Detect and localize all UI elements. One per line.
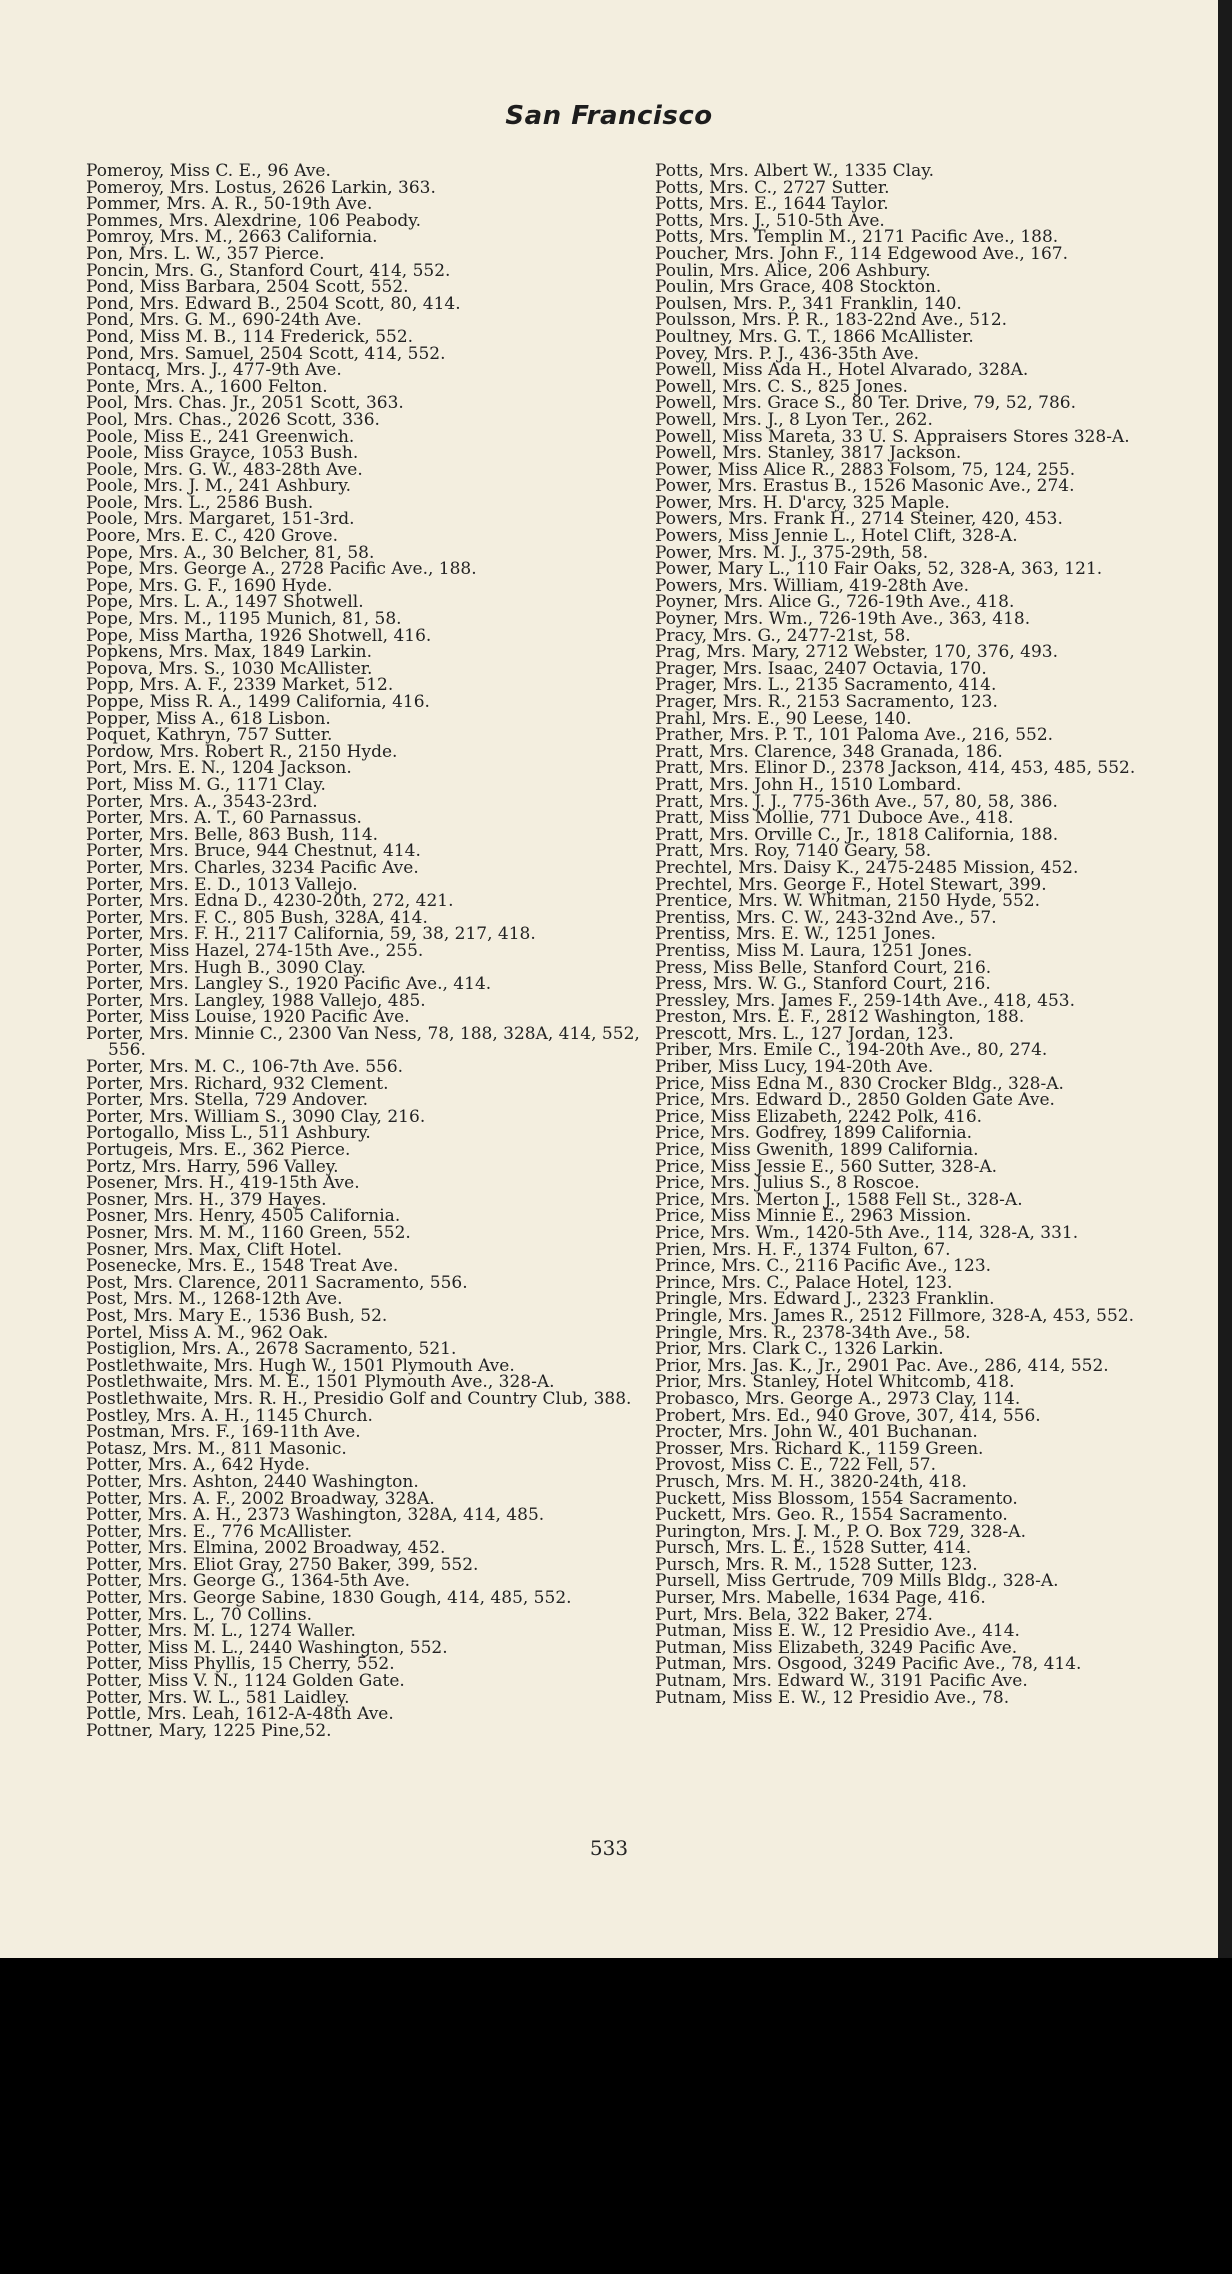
directory-entry: Pordow, Mrs. Robert R., 2150 Hyde. (86, 741, 398, 762)
directory-entry: Probasco, Mrs. George A., 2973 Clay, 114. (655, 1388, 1021, 1409)
directory-entry: Portel, Miss A. M., 962 Oak. (86, 1322, 329, 1343)
directory-entry: Putman, Mrs. Osgood, 3249 Pacific Ave., 78, 414. (655, 1654, 1082, 1675)
directory-entry: Potter, Mrs. W. L., 581 Laidley. (86, 1687, 350, 1708)
directory-entry: Price, Mrs. Godfrey, 1899 California. (655, 1123, 973, 1144)
left-column (86, 163, 646, 1739)
directory-entry: Putman, Miss E. W., 12 Presidio Ave., 414. (655, 1621, 1020, 1642)
directory-entry: Price, Mrs. Julius S., 8 Roscoe. (655, 1173, 920, 1194)
directory-entry: Powers, Mrs. Frank H., 2714 Steiner, 420, 453. (655, 509, 1063, 530)
directory-entry: Putman, Miss Elizabeth, 3249 Pacific Ave. (655, 1637, 1018, 1658)
directory-entry: Posner, Mrs. M. M., 1160 Green, 552. (86, 1223, 411, 1243)
directory-entry: Pottle, Mrs. Leah, 1612-A-48th Ave. (86, 1704, 394, 1725)
directory-entry: Porter, Mrs. Bruce, 944 Chestnut, 414. (86, 841, 421, 862)
directory-entry: Poole, Mrs. J. M., 241 Ashbury. (86, 476, 352, 497)
directory-entry: Pontacq, Mrs. J., 477-9th Ave. (86, 360, 342, 381)
directory-entry: Pope, Mrs. A., 30 Belcher, 81, 58. (86, 542, 375, 563)
directory-entry: Prag, Mrs. Mary, 2712 Webster, 170, 376, 493. (655, 642, 1059, 663)
directory-entry: Prusch, Mrs. M. H., 3820-24th, 418. (655, 1471, 967, 1492)
directory-entry: Prager, Mrs. R., 2153 Sacramento, 123. (655, 692, 998, 712)
directory-entry: Pon, Mrs. L. W., 357 Pierce. (86, 243, 325, 264)
directory-entry: Post, Mrs. M., 1268-12th Ave. (86, 1289, 343, 1310)
directory-entry: Potter, Mrs. Eliot Gray, 2750 Baker, 399, 552. (86, 1554, 479, 1575)
directory-entry: Provost, Miss C. E., 722 Fell, 57. (655, 1455, 937, 1476)
directory-entry: Pressley, Mrs. James F., 259-14th Ave., 418, 453. (655, 990, 1075, 1011)
directory-entry: Prince, Mrs. C., Palace Hotel, 123. (655, 1272, 953, 1293)
directory-entry: Poyner, Mrs. Wm., 726-19th Ave., 363, 418. (655, 609, 1031, 630)
directory-entry: Pratt, Mrs. Clarence, 348 Granada, 186. (655, 741, 1003, 762)
directory-entry: Porter, Mrs. A., 3543-23rd. (86, 791, 318, 812)
directory-entry: Pratt, Mrs. John H., 1510 Lombard. (655, 774, 962, 795)
directory-entry: Poulin, Mrs Grace, 408 Stockton. (655, 277, 942, 298)
directory-entry: Pomeroy, Miss C. E., 96 Ave. (86, 161, 331, 181)
directory-entry: Pool, Mrs. Chas. Jr., 2051 Scott, 363. (86, 393, 404, 414)
directory-entry: Poncin, Mrs. G., Stanford Court, 414, 552. (86, 260, 451, 281)
directory-entry: Pringle, Mrs. Edward J., 2323 Franklin. (655, 1289, 995, 1310)
directory-entry: Prien, Mrs. H. F., 1374 Fulton, 67. (655, 1239, 951, 1260)
directory-entry: Potter, Miss Phyllis, 15 Cherry, 552. (86, 1654, 395, 1675)
directory-entry: Purser, Mrs. Mabelle, 1634 Page, 416. (655, 1588, 986, 1609)
directory-entry: Price, Miss Edna M., 830 Crocker Bldg., 328-A. (655, 1073, 1064, 1094)
directory-entry: Pursch, Mrs. R. M., 1528 Sutter, 123. (655, 1554, 978, 1575)
directory-entry: Potter, Mrs. A., 642 Hyde. (86, 1455, 310, 1476)
directory-entry: Portz, Mrs. Harry, 596 Valley. (86, 1156, 339, 1177)
directory-entry: Potts, Mrs. J., 510-5th Ave. (655, 210, 885, 231)
directory-entry: Poulsson, Mrs. P. R., 183-22nd Ave., 512. (655, 310, 1008, 331)
directory-entry: Prahl, Mrs. E., 90 Leese, 140. (655, 708, 912, 729)
directory-entry: Postlethwaite, Mrs. Hugh W., 1501 Plymouth Ave. (86, 1355, 515, 1376)
directory-entry: Ponte, Mrs. A., 1600 Felton. (86, 376, 328, 397)
directory-entry: Price, Mrs. Wm., 1420-5th Ave., 114, 328-A, 331. (655, 1223, 1079, 1243)
directory-entry: Porter, Mrs. William S., 3090 Clay, 216. (86, 1106, 426, 1127)
directory-entry: Portogallo, Miss L., 511 Ashbury. (86, 1123, 371, 1144)
directory-entry: Pringle, Mrs. James R., 2512 Fillmore, 328-A, 453, 552. (655, 1305, 1134, 1326)
page-number: 533 (589, 1836, 629, 1860)
directory-entry: Popova, Mrs. S., 1030 McAllister. (86, 658, 373, 679)
right-column (655, 163, 1190, 1706)
directory-entry: Pond, Mrs. Edward B., 2504 Scott, 80, 414. (86, 293, 461, 314)
directory-entry: Porter, Mrs. Stella, 729 Andover. (86, 1090, 369, 1111)
directory-entry: Poore, Mrs. E. C., 420 Grove. (86, 526, 338, 547)
directory-entry: Poyner, Mrs. Alice G., 726-19th Ave., 418. (655, 592, 1015, 613)
directory-entry: Potts, Mrs. Albert W., 1335 Clay. (655, 161, 934, 181)
directory-entry: Prager, Mrs. L., 2135 Sacramento, 414. (655, 675, 997, 696)
directory-entry: Poultney, Mrs. G. T., 1866 McAllister. (655, 326, 974, 347)
directory-entry: Putnam, Miss E. W., 12 Presidio Ave., 78. (655, 1687, 1010, 1708)
directory-entry: Potts, Mrs. E., 1644 Taylor. (655, 194, 889, 215)
directory-entry: Prescott, Mrs. L., 127 Jordan, 123. (655, 1023, 954, 1044)
directory-entry: Putnam, Mrs. Edward W., 3191 Pacific Ave. (655, 1671, 1028, 1692)
directory-entry: Potter, Mrs. L., 70 Collins. (86, 1604, 313, 1625)
directory-entry: Prosser, Mrs. Richard K., 1159 Green. (655, 1438, 984, 1459)
directory-entry: Potter, Mrs. M. L., 1274 Waller. (86, 1621, 356, 1642)
directory-entry: Postiglion, Mrs. A., 2678 Sacramento, 521. (86, 1339, 457, 1360)
directory-entry: Pope, Mrs. George A., 2728 Pacific Ave., 188. (86, 559, 477, 580)
directory-entry: Porter, Mrs. Langley S., 1920 Pacific Ave., 414. (86, 974, 492, 995)
directory-entry: Posener, Mrs. H., 419-15th Ave. (86, 1173, 360, 1194)
directory-entry: Pope, Miss Martha, 1926 Shotwell, 416. (86, 625, 432, 646)
directory-entry: Port, Mrs. E. N., 1204 Jackson. (86, 758, 352, 779)
directory-entry: Puckett, Mrs. Geo. R., 1554 Sacramento. (655, 1505, 1008, 1526)
directory-entry: Pratt, Mrs. Roy, 7140 Geary, 58. (655, 841, 932, 862)
directory-entry: Price, Miss Minnie E., 2963 Mission. (655, 1206, 972, 1227)
directory-entry: Pratt, Mrs. Elinor D., 2378 Jackson, 414, 453, 485, 552. (655, 758, 1136, 779)
directory-entry: Porter, Mrs. F. H., 2117 California, 59, 38, 217, 418. (86, 924, 536, 945)
directory-entry: Poole, Miss E., 241 Greenwich. (86, 426, 355, 447)
directory-entry: Potts, Mrs. Templin M., 2171 Pacific Ave., 188. (655, 227, 1059, 248)
directory-entry: Postman, Mrs. F., 169-11th Ave. (86, 1422, 361, 1443)
directory-entry: Power, Mrs. H. D'arcy, 325 Maple. (655, 492, 950, 513)
directory-entry: Posner, Mrs. Henry, 4505 California. (86, 1206, 401, 1227)
directory-entry: Powers, Miss Jennie L., Hotel Clift, 328-A. (655, 526, 1018, 547)
directory-entry: Priber, Mrs. Emile C., 194-20th Ave., 80, 274. (655, 1040, 1048, 1061)
directory-entry: Potter, Mrs. A. F., 2002 Broadway, 328A. (86, 1488, 435, 1509)
directory-entry: Poole, Mrs. G. W., 483-28th Ave. (86, 459, 363, 480)
directory-entry: Post, Mrs. Clarence, 2011 Sacramento, 556. (86, 1272, 468, 1293)
directory-entry: Pomeroy, Mrs. Lostus, 2626 Larkin, 363. (86, 177, 436, 198)
directory-entry: Pond, Mrs. Samuel, 2504 Scott, 414, 552. (86, 343, 446, 364)
directory-entry: Power, Mrs. M. J., 375-29th, 58. (655, 542, 929, 563)
directory-entry: Powell, Mrs. J., 8 Lyon Ter., 262. (655, 409, 933, 430)
directory-entry: Pratt, Mrs. Orville C., Jr., 1818 California, 188. (655, 824, 1059, 845)
directory-entry: Prather, Mrs. P. T., 101 Paloma Ave., 216, 552. (655, 725, 1054, 746)
directory-entry: Poole, Mrs. Margaret, 151-3rd. (86, 509, 355, 530)
directory-entry: Potts, Mrs. C., 2727 Sutter. (655, 177, 890, 198)
directory-entry: Powell, Mrs. Grace S., 80 Ter. Drive, 79, 52, 786. (655, 393, 1076, 414)
directory-entry: Potter, Miss V. N., 1124 Golden Gate. (86, 1671, 405, 1692)
directory-entry: Porter, Mrs. Belle, 863 Bush, 114. (86, 824, 379, 845)
directory-entry: Porter, Mrs. F. C., 805 Bush, 328A, 414. (86, 907, 428, 928)
directory-entry: Potter, Mrs. E., 776 McAllister. (86, 1521, 353, 1542)
directory-entry: Porter, Mrs. A. T., 60 Parnassus. (86, 808, 362, 829)
directory-entry: Price, Miss Elizabeth, 2242 Polk, 416. (655, 1106, 983, 1127)
directory-entry: Pool, Mrs. Chas., 2026 Scott, 336. (86, 409, 380, 430)
directory-entry: Potter, Mrs. A. H., 2373 Washington, 328A, 414, 485. (86, 1505, 545, 1526)
directory-entry: Press, Mrs. W. G., Stanford Court, 216. (655, 974, 991, 995)
directory-entry: Price, Miss Jessie E., 560 Sutter, 328-A. (655, 1156, 998, 1177)
directory-entry: Puckett, Miss Blossom, 1554 Sacramento. (655, 1488, 1018, 1509)
directory-entry: Pringle, Mrs. R., 2378-34th Ave., 58. (655, 1322, 971, 1343)
directory-entry: Procter, Mrs. John W., 401 Buchanan. (655, 1422, 978, 1443)
directory-entry: Powers, Mrs. William, 419-28th Ave. (655, 575, 969, 596)
directory-entry: Pope, Mrs. M., 1195 Munich, 81, 58. (86, 609, 402, 630)
directory-entry: Port, Miss M. G., 1171 Clay. (86, 774, 326, 795)
directory-entry: Postley, Mrs. A. H., 1145 Church. (86, 1405, 373, 1426)
directory-entry: Pommes, Mrs. Alexdrine, 106 Peabody. (86, 210, 421, 231)
directory-entry: Potter, Mrs. George Sabine, 1830 Gough, 414, 485, 552. (86, 1588, 572, 1609)
directory-entry: Pommer, Mrs. A. R., 50-19th Ave. (86, 194, 373, 215)
directory-entry: Power, Miss Alice R., 2883 Folsom, 75, 124, 255. (655, 459, 1076, 480)
directory-entry: Porter, Miss Hazel, 274-15th Ave., 255. (86, 940, 424, 961)
directory-entry: Popkens, Mrs. Max, 1849 Larkin. (86, 642, 373, 663)
directory-entry: Povey, Mrs. P. J., 436-35th Ave. (655, 343, 920, 364)
directory-entry: Porter, Mrs. E. D., 1013 Vallejo. (86, 874, 358, 895)
directory-entry: Porter, Miss Louise, 1920 Pacific Ave. (86, 1007, 410, 1028)
directory-entry: Prager, Mrs. Isaac, 2407 Octavia, 170. (655, 658, 987, 679)
directory-entry: Purington, Mrs. J. M., P. O. Box 729, 328-A. (655, 1521, 1026, 1542)
directory-entry: Powell, Mrs. Stanley, 3817 Jackson. (655, 443, 962, 464)
directory-entry: Portugeis, Mrs. E., 362 Pierce. (86, 1140, 351, 1161)
directory-entry: Price, Miss Gwenith, 1899 California. (655, 1140, 979, 1161)
directory-entry: Powell, Miss Mareta, 33 U. S. Appraisers Stores 328-A. (655, 426, 1130, 447)
directory-entry: Porter, Mrs. Minnie C., 2300 Van Ness, 78, 188, 328A, 414, 552, 556. (86, 1023, 640, 1061)
directory-entry: Powell, Miss Ada H., Hotel Alvarado, 328A. (655, 360, 1029, 381)
directory-entry: Pursch, Mrs. L. E., 1528 Sutter, 414. (655, 1538, 972, 1559)
directory-entry: Pratt, Miss Mollie, 771 Duboce Ave., 418. (655, 808, 1014, 829)
directory-entry: Press, Miss Belle, Stanford Court, 216. (655, 957, 992, 978)
directory-entry: Potasz, Mrs. M., 811 Masonic. (86, 1438, 347, 1459)
directory-entry: Probert, Mrs. Ed., 940 Grove, 307, 414, 556. (655, 1405, 1041, 1426)
directory-entry: Porter, Mrs. M. C., 106-7th Ave. 556. (86, 1057, 404, 1078)
directory-entry: Poppe, Miss R. A., 1499 California, 416. (86, 692, 430, 712)
directory-entry: Prentiss, Miss M. Laura, 1251 Jones. (655, 940, 973, 961)
directory-entry: Postlethwaite, Mrs. M. E., 1501 Plymouth Ave., 328-A. (86, 1372, 555, 1393)
directory-entry: Poole, Mrs. L., 2586 Bush. (86, 492, 314, 513)
directory-entry: Porter, Mrs. Langley, 1988 Vallejo, 485. (86, 990, 426, 1011)
directory-entry: Power, Mrs. Erastus B., 1526 Masonic Ave., 274. (655, 476, 1075, 497)
directory-entry: Poquet, Kathryn, 757 Sutter. (86, 725, 333, 746)
directory-entry: Pond, Miss Barbara, 2504 Scott, 552. (86, 277, 409, 298)
directory-entry: Porter, Mrs. Hugh B., 3090 Clay. (86, 957, 366, 978)
directory-entry: Power, Mary L., 110 Fair Oaks, 52, 328-A, 363, 121. (655, 559, 1103, 580)
directory-entry: Posner, Mrs. Max, Clift Hotel. (86, 1239, 342, 1260)
directory-entry: Poulsen, Mrs. P., 341 Franklin, 140. (655, 293, 962, 314)
directory-entry: Poulin, Mrs. Alice, 206 Ashbury. (655, 260, 931, 281)
directory-entry: Pope, Mrs. G. F., 1690 Hyde. (86, 575, 333, 596)
scan-edge (1218, 0, 1232, 1958)
directory-entry: Potter, Mrs. Ashton, 2440 Washington. (86, 1471, 419, 1492)
directory-entry: Prior, Mrs. Stanley, Hotel Whitcomb, 418. (655, 1372, 1015, 1393)
directory-entry: Posner, Mrs. H., 379 Hayes. (86, 1189, 327, 1210)
directory-entry: Prior, Mrs. Clark C., 1326 Larkin. (655, 1339, 944, 1360)
directory-entry: Prince, Mrs. C., 2116 Pacific Ave., 123. (655, 1256, 992, 1277)
directory-entry: Pursell, Miss Gertrude, 709 Mills Bldg., 328-A. (655, 1571, 1059, 1592)
directory-entry: Pomroy, Mrs. M., 2663 California. (86, 227, 378, 248)
directory-entry: Potter, Mrs. Elmina, 2002 Broadway, 452. (86, 1538, 446, 1559)
directory-entry: Prechtel, Mrs. Daisy K., 2475-2485 Mission, 452. (655, 857, 1079, 878)
directory-entry: Priber, Miss Lucy, 194-20th Ave. (655, 1057, 934, 1078)
directory-entry: Price, Mrs. Merton J., 1588 Fell St., 328-A. (655, 1189, 1023, 1210)
page-title: San Francisco (505, 101, 713, 131)
directory-entry: Pope, Mrs. L. A., 1497 Shotwell. (86, 592, 364, 613)
directory-entry: Pond, Mrs. G. M., 690-24th Ave. (86, 310, 362, 331)
directory-entry: Prechtel, Mrs. George F., Hotel Stewart, 399. (655, 874, 1047, 895)
directory-entry: Porter, Mrs. Edna D., 4230-20th, 272, 421. (86, 891, 454, 912)
directory-entry: Pottner, Mary, 1225 Pine,52. (86, 1720, 332, 1741)
directory-entry: Purt, Mrs. Bela, 322 Baker, 274. (655, 1604, 933, 1625)
directory-entry: Prentiss, Mrs. E. W., 1251 Jones. (655, 924, 936, 945)
directory-entry: Pratt, Mrs. J. J., 775-36th Ave., 57, 80, 58, 386. (655, 791, 1058, 812)
directory-entry: Prentice, Mrs. W. Whitman, 2150 Hyde, 552. (655, 891, 1041, 912)
directory-entry: Price, Mrs. Edward D., 2850 Golden Gate Ave. (655, 1090, 1055, 1111)
directory-entry: Posenecke, Mrs. E., 1548 Treat Ave. (86, 1256, 399, 1277)
directory-entry: Prentiss, Mrs. C. W., 243-32nd Ave., 57. (655, 907, 997, 928)
directory-entry: Potter, Mrs. George G., 1364-5th Ave. (86, 1571, 411, 1592)
directory-entry: Potter, Miss M. L., 2440 Washington, 552. (86, 1637, 448, 1658)
directory-entry: Popp, Mrs. A. F., 2339 Market, 512. (86, 675, 394, 696)
directory-entry: Poucher, Mrs. John F., 114 Edgewood Ave., 167. (655, 243, 1069, 264)
directory-entry: Porter, Mrs. Charles, 3234 Pacific Ave. (86, 857, 419, 878)
directory-entry: Postlethwaite, Mrs. R. H., Presidio Golf and Country Club, 388. (86, 1388, 632, 1409)
directory-entry: Popper, Miss A., 618 Lisbon. (86, 708, 331, 729)
directory-entry: Pracy, Mrs. G., 2477-21st, 58. (655, 625, 911, 646)
directory-entry: Prior, Mrs. Jas. K., Jr., 2901 Pac. Ave., 286, 414, 552. (655, 1355, 1109, 1376)
directory-entry: Powell, Mrs. C. S., 825 Jones. (655, 376, 908, 397)
directory-entry: Post, Mrs. Mary E., 1536 Bush, 52. (86, 1305, 388, 1326)
directory-entry: Porter, Mrs. Richard, 932 Clement. (86, 1073, 389, 1094)
directory-entry: Poole, Miss Grayce, 1053 Bush. (86, 443, 359, 464)
directory-entry: Pond, Miss M. B., 114 Frederick, 552. (86, 326, 414, 347)
directory-entry: Preston, Mrs. E. F., 2812 Washington, 188. (655, 1007, 1025, 1028)
